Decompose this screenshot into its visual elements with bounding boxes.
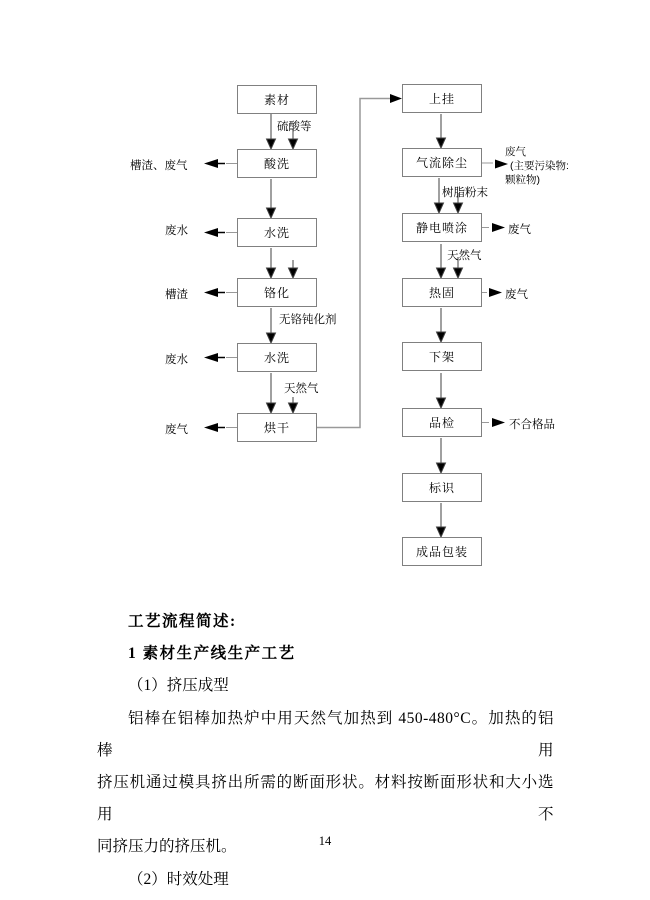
node-water-wash-2: 水洗 bbox=[237, 343, 317, 372]
label-sulfuric-acid: 硫酸等 bbox=[277, 121, 312, 133]
node-marking: 标识 bbox=[402, 473, 482, 502]
node-electrostatic-spraying: 静电喷涂 bbox=[402, 213, 482, 242]
node-chromating: 铬化 bbox=[237, 278, 317, 307]
label-natural-gas-2: 天然气 bbox=[447, 250, 482, 262]
node-hang-up: 上挂 bbox=[402, 84, 482, 113]
paragraph-line-1: 铝棒在铝棒加热炉中用天然气加热到 450-480°C。加热的铝棒用 bbox=[97, 709, 554, 759]
label-dedusting-exhaust-line3: 颗粒物) bbox=[505, 174, 540, 186]
node-drying: 烘干 bbox=[237, 413, 317, 442]
label-natural-gas-1: 天然气 bbox=[284, 383, 319, 395]
section-title: 1 素材生产线生产工艺 bbox=[128, 645, 296, 663]
process-description bbox=[97, 606, 554, 896]
label-waste-water-2: 废水 bbox=[165, 354, 188, 366]
label-slag: 槽渣 bbox=[165, 289, 188, 301]
label-resin-powder: 树脂粉末 bbox=[442, 187, 488, 199]
node-acid-wash: 酸洗 bbox=[237, 149, 317, 178]
label-waste-gas-drying: 废气 bbox=[165, 424, 188, 436]
item-aging: （2）时效处理 bbox=[128, 870, 229, 888]
label-waste-gas-spraying: 废气 bbox=[508, 224, 531, 236]
node-airflow-dedusting: 气流除尘 bbox=[402, 148, 482, 177]
description-heading: 工艺流程简述: bbox=[128, 613, 237, 630]
paragraph-line-2: 挤压机通过模具挤出所需的断面形状。材料按断面形状和大小选用不 bbox=[97, 774, 554, 824]
node-quality-inspection: 品检 bbox=[402, 408, 482, 437]
label-waste-water-1: 废水 bbox=[165, 225, 188, 237]
label-dedusting-exhaust-line1: 废气 bbox=[505, 146, 526, 158]
label-chromium-free-passivator: 无铬钝化剂 bbox=[279, 314, 337, 326]
paragraph-line-3: 同挤压力的挤压机。 bbox=[97, 838, 237, 856]
node-finished-packaging: 成品包装 bbox=[402, 537, 482, 566]
label-slag-and-waste-gas: 槽渣、废气 bbox=[130, 160, 188, 172]
node-thermal-curing: 热固 bbox=[402, 278, 482, 307]
label-dedusting-exhaust-line2: (主要污染物: bbox=[510, 160, 569, 172]
item-extrusion: （1）挤压成型 bbox=[128, 677, 229, 695]
node-take-down: 下架 bbox=[402, 342, 482, 371]
label-waste-gas-curing: 废气 bbox=[505, 289, 528, 301]
node-water-wash-1: 水洗 bbox=[237, 218, 317, 247]
page-number: 14 bbox=[318, 834, 332, 848]
node-raw-material: 素材 bbox=[237, 85, 317, 114]
label-rejects: 不合格品 bbox=[509, 419, 555, 431]
